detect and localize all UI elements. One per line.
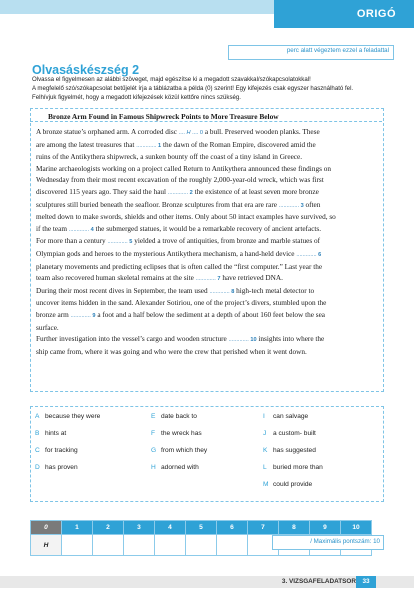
option-text: because they were (45, 413, 101, 420)
instruction-line: Felhívjuk figyelmét, hogy a megadott kifejezések közül kettőre nincs szükség. (32, 93, 241, 101)
brand-banner (274, 0, 414, 28)
article-body (36, 127, 380, 358)
article-text: ship came from, where it was going and who were the crew that perished when it went down. (36, 347, 307, 356)
gap-number: 5 (127, 239, 133, 246)
option-item (263, 447, 316, 454)
score-box[interactable] (272, 535, 384, 550)
example-gap: .... (178, 130, 185, 136)
article-line (36, 310, 380, 323)
option-letter: K (263, 447, 268, 454)
time-spent-box[interactable] (228, 45, 394, 60)
option-text: can salvage (273, 413, 309, 420)
article-text: For more than a century (36, 237, 108, 246)
article-text: sculptures still buried beneath the seafloor. Bronze sculptures from that era are rare (36, 200, 279, 209)
article-line (36, 236, 380, 249)
option-item (35, 430, 66, 437)
gap-blank[interactable]: ............. (296, 251, 317, 258)
gap-number: 6 (316, 251, 322, 258)
score-label: / Maximális pontszám: 10 (310, 538, 380, 545)
answer-header-cell: 6 (217, 521, 248, 535)
answer-header-cell: 0 (31, 521, 62, 535)
option-text: the wreck has (161, 430, 202, 437)
option-item (151, 430, 202, 437)
instruction-line: A megfelelő szó/szókapcsolat betűjelét írja a táblázatba a példa (0) szerint! Egy kifejezés csak egyszer használható fel. (32, 84, 354, 92)
article-text: uncover items hidden in the sand. Alexander Sotiriou, one of the project’s divers, stumbled upon the (36, 299, 327, 308)
article-text: a bull. Preserved wooden planks. These (203, 128, 320, 136)
option-text: a custom- built (273, 430, 316, 437)
article-line (36, 164, 380, 176)
gap-number: 7 (215, 276, 221, 283)
gap-number: 4 (89, 226, 94, 233)
article-line (36, 175, 380, 187)
title-divider (30, 121, 382, 122)
article-text: surface. (36, 323, 59, 332)
article-line (36, 249, 380, 262)
option-text: date back to (161, 413, 197, 420)
option-letter: D (35, 464, 40, 471)
article-line (36, 212, 380, 224)
article-text: bronze arm (36, 310, 71, 319)
answer-header-cell: 9 (310, 521, 341, 535)
answer-input-cell[interactable] (93, 535, 124, 556)
footer (0, 576, 414, 588)
answer-header-cell: 5 (186, 521, 217, 535)
option-letter: H (151, 464, 156, 471)
option-letter: M (263, 481, 269, 488)
gap-number: 3 (299, 202, 304, 209)
gap-number: 9 (90, 312, 96, 319)
article-line (36, 200, 380, 213)
option-text: adorned with (161, 464, 199, 471)
time-spent-label: perc alatt végeztem ezzel a feladattal (286, 47, 389, 54)
answer-input-cell[interactable] (62, 535, 93, 556)
article-line (36, 347, 380, 359)
article-text: melted down to make swords, shields and other items. Only about 50 intact examples have survived, so (36, 213, 336, 222)
article-text: have retrieved DNA. (220, 274, 283, 283)
article-text: During their most recent dives in September, the team used (36, 286, 210, 295)
article-text: ruins of the Antikythera shipwreck, a sunken bounty off the coast of a tiny island in Greece. (36, 153, 303, 162)
option-letter: F (151, 430, 156, 437)
article-line (36, 334, 380, 347)
section-title: Olvasáskészség 2 (32, 63, 140, 77)
option-item (35, 447, 78, 454)
answer-input-cell[interactable] (217, 535, 248, 556)
article-line (36, 262, 380, 274)
options-box (30, 406, 384, 502)
answer-header-cell: 7 (248, 521, 279, 535)
article-text: team also recovered human skeletal remains at the site (36, 274, 196, 283)
article-text: are among the latest treasures that (36, 140, 137, 149)
article-line (36, 323, 380, 335)
article-text: insights into where the (256, 335, 325, 344)
article-text: Marine archaeologists working on a project called Return to Antikythera announced these findings on (36, 164, 331, 173)
article-line (36, 273, 380, 286)
article-text: the existence of at least seven more bronze (192, 187, 319, 196)
example-gap: .... 0 (192, 130, 204, 136)
article-line (36, 187, 380, 200)
article-text: often (303, 200, 321, 209)
answer-input-cell[interactable] (186, 535, 217, 556)
gap-number: 1 (156, 142, 162, 149)
article-text: the submerged statues, it would be a remarkable recovery of ancient artefacts. (93, 224, 322, 233)
gap-number: 10 (248, 337, 257, 344)
answer-input-cell[interactable] (155, 535, 186, 556)
option-text: buried more than (273, 464, 323, 471)
option-item (263, 430, 316, 437)
option-item (151, 447, 207, 454)
option-letter: E (151, 413, 156, 420)
option-letter: B (35, 430, 40, 437)
page-number: 33 (356, 576, 376, 588)
option-item (263, 413, 308, 420)
article-text: Olympian gods and heroes to the mysterious Antikythera mechanism, a hand-held device (36, 249, 297, 258)
article-text: if the team (36, 224, 69, 233)
article-line (36, 152, 380, 164)
article-text: high-tech metal detector to (234, 286, 315, 295)
option-item (151, 413, 197, 420)
answer-example-cell: H (31, 535, 62, 556)
gap-blank[interactable]: ............. (228, 337, 249, 344)
option-item (35, 413, 100, 420)
answer-header-cell: 10 (341, 521, 372, 535)
gap-blank[interactable]: ............. (70, 312, 91, 319)
option-text: hints at (45, 430, 67, 437)
article-line (36, 224, 380, 237)
article-text: discovered 115 years ago. They said the haul (36, 187, 168, 196)
option-letter: G (151, 447, 157, 454)
article-line (36, 127, 380, 140)
instructions (32, 76, 382, 102)
article-text: yielded a trove of antiquities, from bronze and marble statues of (132, 237, 321, 246)
option-item (35, 464, 78, 471)
option-letter: C (35, 447, 40, 454)
instruction-line: Olvassa el figyelmesen az alábbi szöveget, majd egészítse ki a megadott szavakkal/szókapcsolatokkal! (32, 76, 311, 83)
brand-logo: ORIGÓ (356, 8, 396, 20)
gap-blank[interactable]: ............. (195, 276, 216, 283)
answer-header-cell: 2 (93, 521, 124, 535)
option-letter: I (263, 413, 265, 420)
gap-number: 2 (188, 189, 193, 196)
answer-input-cell[interactable] (124, 535, 155, 556)
article-text: Wednesday from their most recent excavation of the roughly 2,000-year-old wreck, which was first (36, 176, 324, 185)
option-text: could provide (273, 481, 313, 488)
option-item (151, 464, 199, 471)
article-line (36, 286, 380, 299)
option-item (263, 464, 323, 471)
option-item (263, 481, 312, 488)
article-text: a foot and a half below the sediment at a depth of about 160 feet below the sea (95, 310, 326, 319)
footer-section: 3. VIZSGAFELADATSOR (281, 578, 356, 585)
gap-blank[interactable]: ............. (278, 202, 300, 209)
option-letter: J (263, 430, 267, 437)
option-letter: A (35, 413, 40, 420)
answer-header-cell: 3 (124, 521, 155, 535)
article-text: the dawn of the Roman Empire, discovered amid the (161, 140, 316, 149)
option-text: has proven (45, 464, 78, 471)
option-text: from which they (161, 447, 208, 454)
article-text: planetary movements and predicting eclipses that is often called the “first computer.” Last year the (36, 262, 323, 271)
answer-header-cell: 4 (155, 521, 186, 535)
gap-blank[interactable]: ............. (136, 142, 157, 149)
article-text: A bronze statue’s orphaned arm. A corroded disc (36, 128, 179, 136)
answer-table-header (31, 521, 372, 535)
gap-blank[interactable]: ............. (107, 239, 128, 246)
example-answer: H (184, 130, 193, 136)
article-line (36, 298, 380, 310)
gap-number: 8 (229, 288, 235, 295)
gap-blank[interactable]: ............. (209, 288, 230, 295)
gap-blank[interactable]: ............. (68, 226, 90, 233)
option-letter: L (263, 464, 267, 471)
answer-header-cell: 8 (279, 521, 310, 535)
article-text: Further investigation into the vessel’s cargo and wooden structure (36, 335, 229, 344)
option-text: for tracking (45, 447, 78, 454)
option-text: has suggested (273, 447, 316, 454)
answer-header-cell: 1 (62, 521, 93, 535)
article-line (36, 140, 380, 153)
article-title: Bronze Arm Found in Famous Shipwreck Points to More Treasure Below (48, 112, 279, 121)
gap-blank[interactable]: ............. (167, 189, 189, 196)
